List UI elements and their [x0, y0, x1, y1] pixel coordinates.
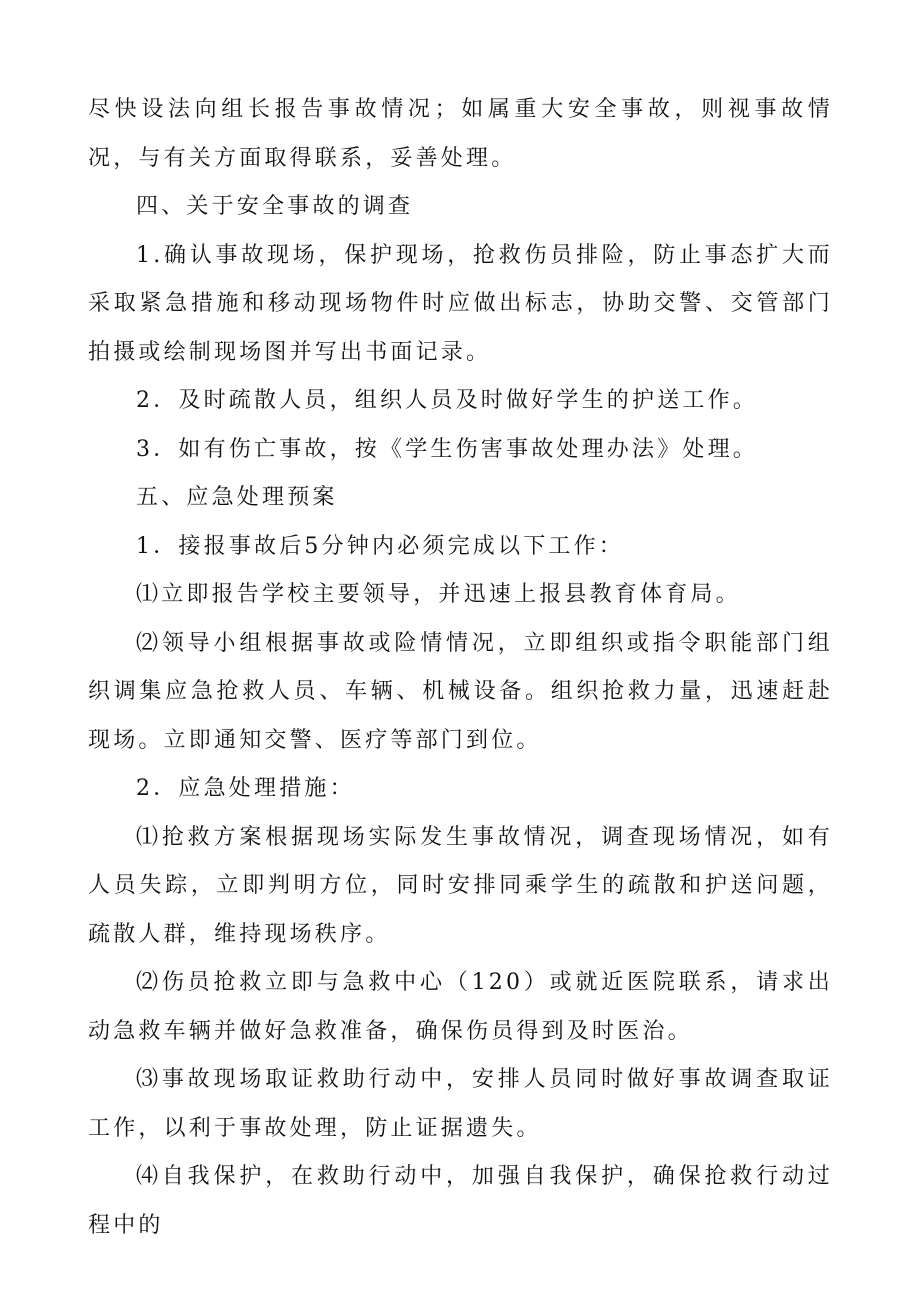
- paragraph-measure-1: ⑴抢救方案根据现场实际发生事故情况，调查现场情况，如有人员失踪，立即判明方位，同时安排同乘学生的疏散和护送问题，疏散人群，维持现场秩序。: [88, 824, 833, 947]
- paragraph-measure-2: ⑵伤员抢救立即与急救中心（120）或就近医院联系，请求出动急救车辆并做好急救准备，确保伤员得到及时医治。: [88, 970, 833, 1044]
- paragraph-subitem-1: ⑴立即报告学校主要领导，并迅速上报县教育体育局。: [136, 582, 741, 607]
- paragraph-item-3: 3．如有伤亡事故，按《学生伤害事故处理办法》处理。: [136, 436, 758, 462]
- section-heading-investigation: 四、关于安全事故的调查: [136, 194, 414, 219]
- paragraph-continuation: 尽快设法向组长报告事故情况；如属重大安全事故，则视事故情况，与有关方面取得联系，妥善处理。: [88, 97, 833, 171]
- paragraph-subitem-2: ⑵领导小组根据事故或险情情况，立即组织或指令职能部门组织调集应急抢救人员、车辆、机械设备。组织抢救力量，迅速赶赴现场。立即通知交警、医疗等部门到位。: [88, 630, 833, 753]
- paragraph-emergency-item-2: 2．应急处理措施：: [136, 776, 355, 801]
- paragraph-measure-3: ⑶事故现场取证救助行动中，安排人员同时做好事故调查取证工作，以利于事故处理，防止证据遗失。: [88, 1067, 833, 1141]
- paragraph-measure-4: ⑷自我保护，在救助行动中，加强自我保护，确保抢救行动过程中的: [88, 1164, 833, 1238]
- paragraph-item-1: 1.确认事故现场，保护现场，抢救伤员排险，防止事态扩大而采取紧急措施和移动现场物件时应做出标志，协助交警、交管部门拍摄或绘制现场图并写出书面记录。: [88, 242, 833, 365]
- paragraph-emergency-item-1: 1．接报事故后5分钟内必须完成以下工作：: [136, 533, 624, 559]
- section-heading-emergency-plan: 五、应急处理预案: [136, 485, 338, 510]
- document-body: [88, 86, 833, 1250]
- paragraph-item-2: 2．及时疏散人员，组织人员及时做好学生的护送工作。: [136, 388, 758, 413]
